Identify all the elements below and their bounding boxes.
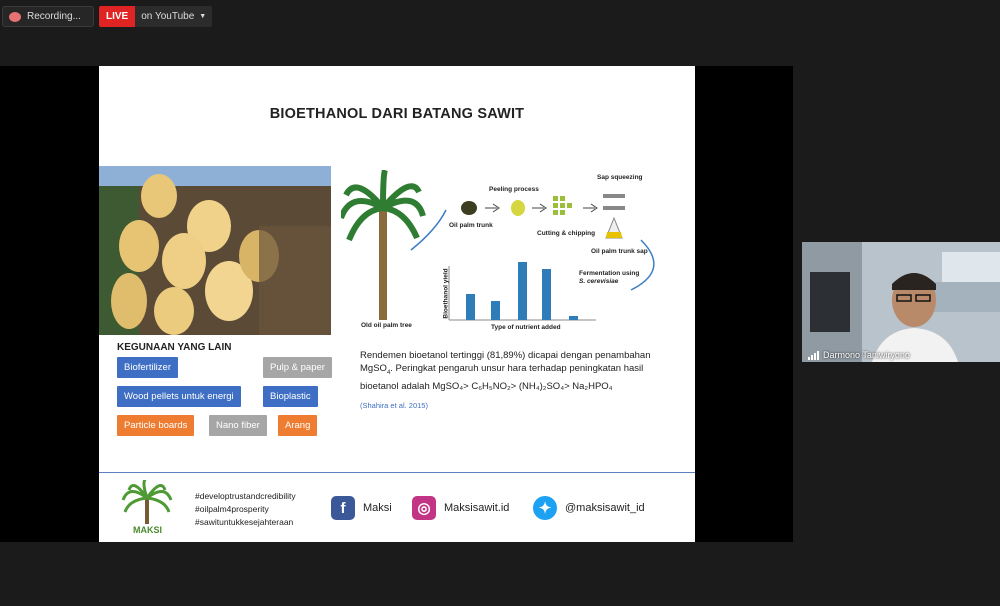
footer-divider: [99, 472, 695, 473]
peeling-label: Peeling process: [489, 186, 539, 193]
trunk-label: Oil palm trunk: [449, 222, 493, 229]
slide-title: BIOETHANOL DARI BATANG SAWIT: [269, 106, 525, 122]
hashtag-3: #sawituntukkesejahteraan: [195, 517, 294, 527]
signal-icon: [808, 351, 819, 360]
old-tree-label: Old oil palm tree: [361, 322, 412, 329]
shared-screen: [0, 66, 793, 542]
description-line-3: bioetanol adalah MgSO₄> C₆H₅NO₂> (NH₄)₂SO₄> Na₂HPO₄: [360, 380, 613, 392]
trunk-sap-label: Oil palm trunk sap: [591, 248, 648, 255]
palm-tree-icon: [341, 170, 423, 320]
hashtags: [195, 490, 296, 529]
live-target-dropdown[interactable]: [135, 6, 212, 27]
chip-nano-fiber: Nano fiber: [209, 415, 267, 436]
recording-label: Recording...: [27, 11, 81, 22]
fermentation-label-2: S. cerevisiae: [579, 278, 619, 285]
cutting-label: Cutting & chipping: [537, 230, 596, 237]
chips-icon: [553, 196, 572, 215]
recording-icon: [9, 12, 21, 22]
top-toolbar: [0, 0, 1000, 34]
description-line-1: Rendemen bioetanol tertinggi (81,89%) dicapai dengan penambahan: [360, 350, 651, 361]
chip-arang: Arang: [278, 415, 317, 436]
presentation-slide: [99, 66, 695, 542]
chip-biofertilizer: Biofertilizer: [117, 357, 178, 378]
sap-squeezing-label: Sap squeezing: [597, 174, 643, 181]
description-line-2: MgSO$_4$. Peringkat pengaruh unsur hara terhadap peningkatan hasil: [360, 363, 644, 376]
live-stream-control[interactable]: [99, 6, 212, 27]
instagram-handle: ◎ Maksisawit.id: [412, 496, 509, 520]
instagram-icon: ◎: [412, 496, 436, 520]
chart-xlabel: Type of nutrient added: [491, 324, 561, 331]
recording-button[interactable]: [2, 6, 94, 27]
bar-chart-icon: [449, 262, 596, 320]
citation: (Shahira et al. 2015): [360, 401, 428, 410]
arrow-icon: [583, 204, 597, 212]
hashtag-1: #developtrustandcredibility: [195, 491, 296, 501]
arrow-icon: [532, 204, 546, 212]
maksi-label: MAKSI: [133, 525, 162, 535]
peeled-trunk-icon: [511, 200, 525, 216]
arrow-icon: [485, 204, 499, 212]
chip-wood-pellets: Wood pellets untuk energi: [117, 386, 241, 407]
kegunaan-heading: KEGUNAAN YANG LAIN: [117, 342, 232, 353]
chip-bioplastic: Bioplastic: [263, 386, 318, 407]
chevron-down-icon: ▼: [199, 13, 207, 20]
chart-ylabel: Bioethanol yield: [442, 268, 450, 319]
chip-pulp-paper: Pulp & paper: [263, 357, 332, 378]
facebook-handle: f Maksi: [331, 496, 392, 520]
description-text: [360, 349, 685, 393]
facebook-icon: f: [331, 496, 355, 520]
participant-name-label: Darmono Taniwiryono: [808, 350, 910, 360]
chip-particle-boards: Particle boards: [117, 415, 194, 436]
trunk-piece-icon: [461, 201, 477, 215]
video-frame: [802, 242, 1000, 362]
fermentation-label: Fermentation using: [579, 270, 640, 277]
twitter-icon: ✦: [533, 496, 557, 520]
hashtag-2: #oilpalm4prosperity: [195, 504, 269, 514]
palm-logs-photo: [99, 166, 331, 335]
press-icon: [603, 194, 625, 238]
live-target-label: on YouTube: [141, 11, 195, 22]
twitter-handle: ✦ @maksisawit_id: [533, 496, 645, 520]
live-badge: LIVE: [99, 6, 135, 27]
participant-video[interactable]: [802, 242, 1000, 362]
process-diagram: [341, 170, 681, 340]
